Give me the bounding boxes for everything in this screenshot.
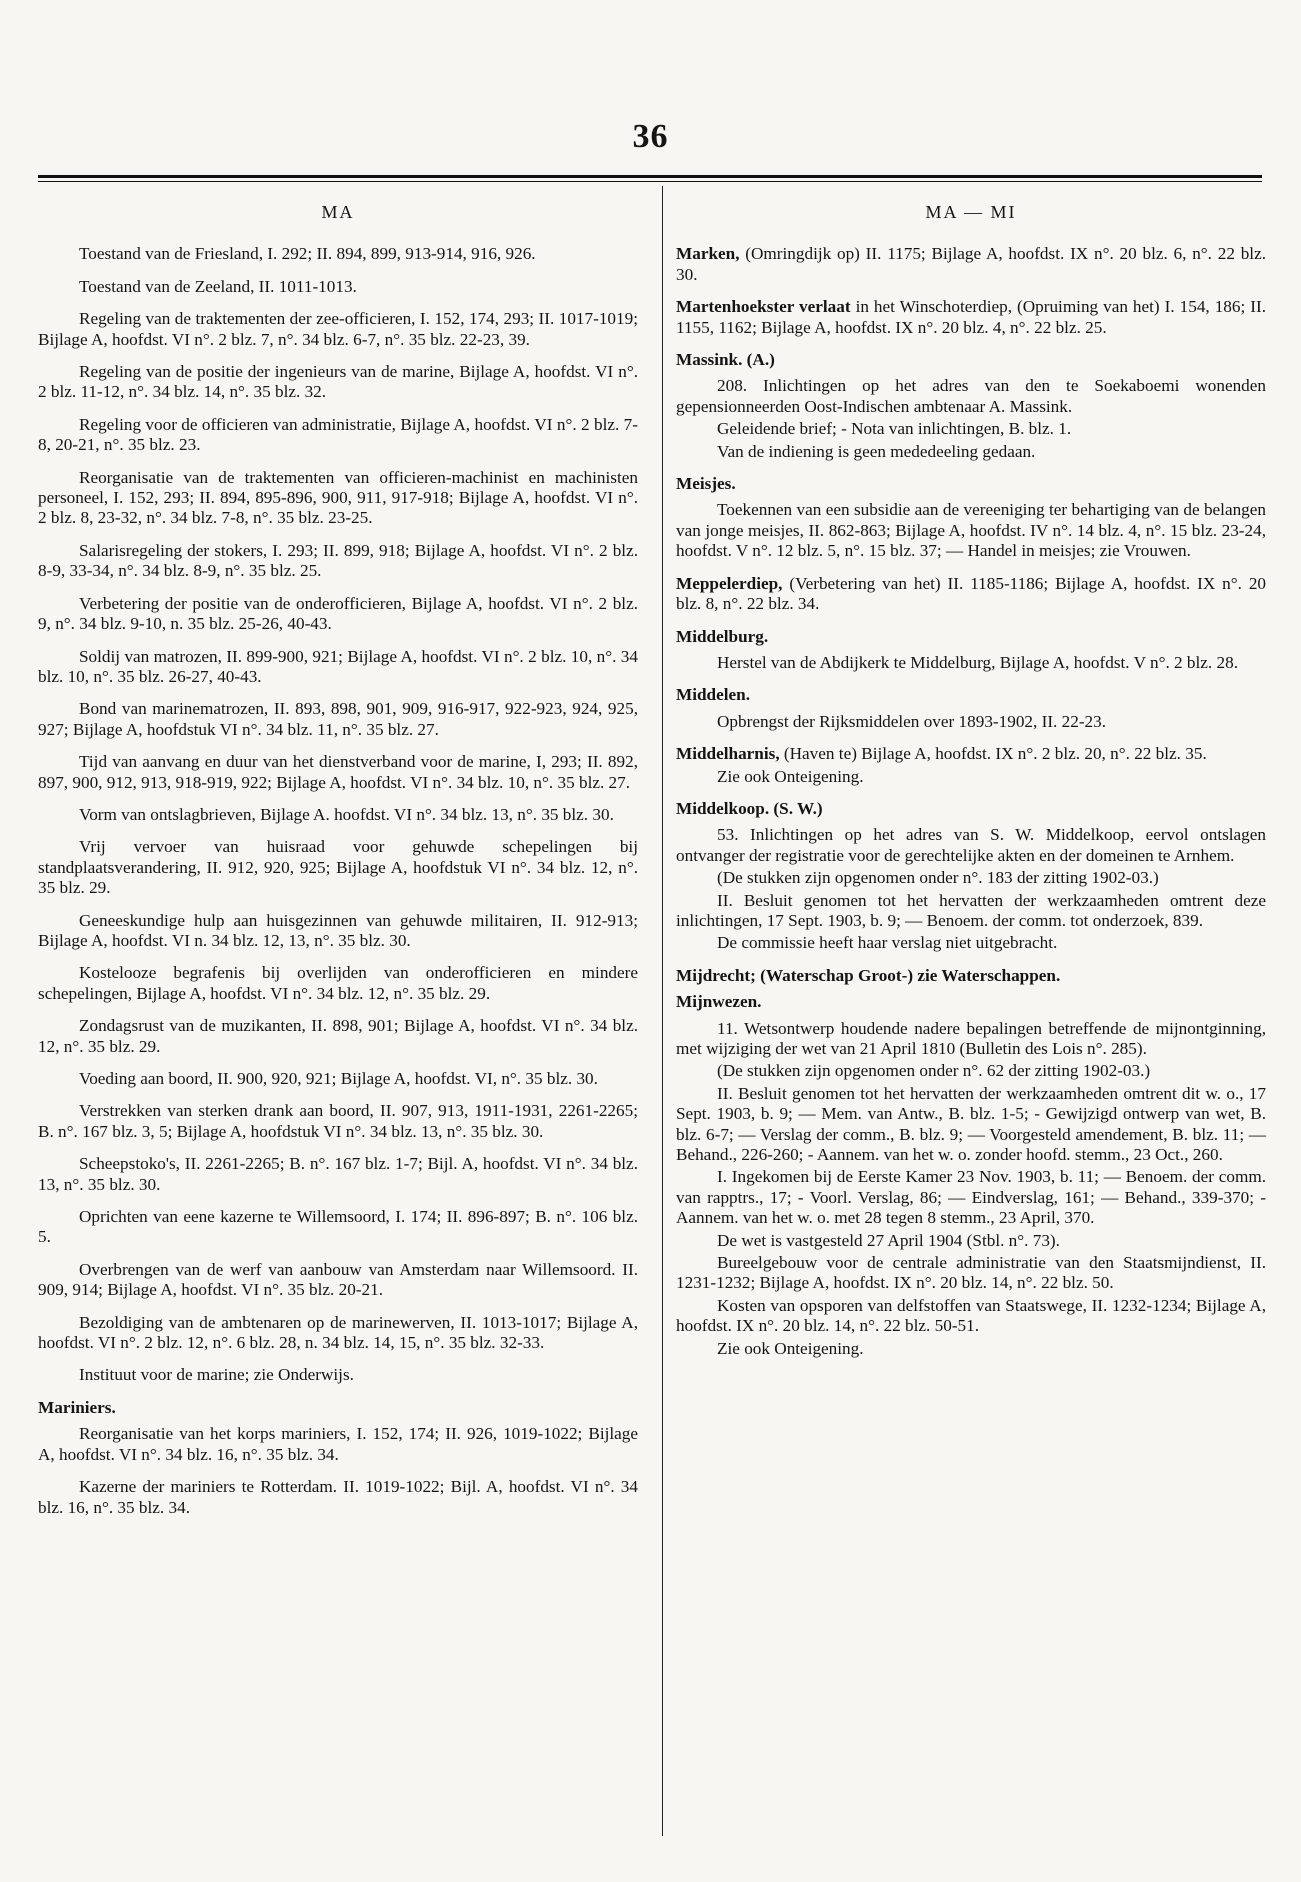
- mijnwezen-heading: Mijnwezen.: [676, 992, 762, 1012]
- entry-meppelerdiep: [676, 574, 1266, 615]
- entry-heading: Marken,: [676, 244, 740, 264]
- index-entry: Verstrekken van sterken drank aan boord, II. 907, 913, 1911-1931, 2261-2265; B. n°. 167 blz. 3, 5; Bijlage A, hoofdstuk VI n°. 34 blz. 13, n°. 35 blz. 30.: [38, 1101, 638, 1141]
- mijnwezen-para: Kosten van opsporen van delfstoffen van Staatswege, II. 1232-1234; Bijlage A, hoofdst. IX n°. 20 blz. 14, n°. 22 blz. 50-51.: [676, 1295, 1266, 1336]
- index-entry: Salarisregeling der stokers, I. 293; II. 899, 918; Bijlage A, hoofdst. VI n°. 2 blz. 8-9, 33-34, n°. 34 blz. 8-9, n°. 35 blz. 25.: [38, 540, 638, 581]
- middelkoop-para: De commissie heeft haar verslag niet uitgebracht.: [717, 933, 1058, 953]
- middelen-text: Opbrengst der Rijksmiddelen over 1893-1902, II. 22-23.: [717, 711, 1107, 731]
- mijnwezen-para: Bureelgebouw voor de centrale administratie van den Staatsmijndienst, II. 1231-1232; Bijlage A, hoofdst. IX n°. 20 blz. 14, n°. 22 blz. 50.: [676, 1253, 1266, 1293]
- entry-marken: [676, 244, 1266, 285]
- column-divider: [662, 186, 663, 1836]
- massink-para: 208. Inlichtingen op het adres van den te Soekaboemi wonenden gepensionneerden Oost-Indischen ambtenaar A. Massink.: [676, 376, 1266, 416]
- index-entry: Tijd van aanvang en duur van het dienstverband voor de marine, I, 293; II. 892, 897, 900, 912, 913, 918-919, 922; Bijlage A, hoofdst. VI n°. 34 blz. 10, n°. 35 blz. 27.: [38, 752, 638, 792]
- massink-para: Geleidende brief; - Nota van inlichtingen, B. blz. 1.: [717, 419, 1072, 439]
- entry-heading: Martenhoekster verlaat: [676, 297, 851, 317]
- entry-middelharnis: [676, 744, 1266, 764]
- middelharnis-see: Zie ook Onteigening.: [717, 766, 864, 786]
- massink-para: Van de indiening is geen mededeeling gedaan.: [717, 441, 1036, 461]
- index-entry: Verbetering der positie van de onderofficieren, Bijlage A, hoofdst. VI n°. 2 blz. 9, n°. 34 blz. 9-10, n. 35 blz. 25-26, 40-43.: [38, 593, 638, 634]
- mijnwezen-para: Zie ook Onteigening.: [717, 1338, 864, 1358]
- index-entry: Geneeskundige hulp aan huisgezinnen van gehuwde militairen, II. 912-913; Bijlage A, hoofdst. VI n. 34 blz. 12, 13, n°. 35 blz. 30.: [38, 910, 638, 950]
- middelkoop-heading: Middelkoop. (S. W.): [676, 798, 823, 818]
- mijnwezen-para: De wet is vastgesteld 27 April 1904 (Stbl. n°. 73).: [717, 1230, 1060, 1250]
- index-entry: Regeling voor de officieren van administratie, Bijlage A, hoofdst. VI n°. 2 blz. 7-8, 20-21, n°. 35 blz. 23.: [38, 414, 638, 455]
- index-entry: Toestand van de Zeeland, II. 1011-1013.: [79, 276, 357, 296]
- index-entry: Bond van marinematrozen, II. 893, 898, 901, 909, 916-917, 922-923, 924, 925, 927; Bijlage A, hoofdstuk VI n°. 34 blz. 11, n°. 35 blz. 27.: [38, 699, 638, 739]
- index-entry: Reorganisatie van het korps mariniers, I. 152, 174; II. 926, 1019-1022; Bijlage A, hoofdst. VI n°. 34 blz. 16, n°. 35 blz. 34.: [38, 1424, 638, 1464]
- entry-text: in het Winschoterdiep, (Opruiming van het) I. 154, 186; II. 1155, 1162; Bijlage A, hoofdst. IX n°. 20 blz. 4, n°. 22 blz. 25.: [676, 297, 1266, 337]
- right-column-header: MA — MI: [925, 202, 1017, 222]
- index-entry: Vorm van ontslagbrieven, Bijlage A. hoofdst. VI n°. 34 blz. 13, n°. 35 blz. 30.: [79, 804, 614, 824]
- index-entry: Vrij vervoer van huisraad voor gehuwde schepelingen bij standplaatsverandering, II. 912, 920, 925; Bijlage A, hoofdstuk VI n°. 34 blz. 12, n°. 35 blz. 29.: [38, 837, 638, 898]
- meisjes-text: Toekennen van een subsidie aan de vereeniging ter behartiging van de belangen van jonge meisjes, II. 862-863; Bijlage A, hoofdst. IV n°. 14 blz. 4, n°. 15 blz. 23-24, hoofdst. V n°. 12 blz. 5, n°. 15 blz. 37; — Handel in meisjes; zie Vrouwen.: [676, 500, 1266, 561]
- mijnwezen-para: II. Besluit genomen tot het hervatten der werkzaamheden omtrent dit w. o., 17 Sept. 1903, b. 9; — Mem. van Antw., B. blz. 1-5; - Gewijzigd ontwerp van wet, B. blz. 6-7; — Verslag der comm., B. blz. 9; — Voorgesteld amendement, B. blz. 11; — Behand., 226-260; - Aannem. van het w. o. zonder hoofd. stemm., 23 Oct., 260.: [676, 1083, 1266, 1165]
- left-column-header: MA: [321, 202, 355, 222]
- entry-heading: Meppelerdiep,: [676, 573, 783, 593]
- index-entry: Instituut voor de marine; zie Onderwijs.: [79, 1365, 354, 1385]
- index-entry: Regeling van de traktementen der zee-officieren, I. 152, 174, 293; II. 1017-1019; Bijlage A, hoofdst. VI n°. 2 blz. 7, n°. 34 blz. 6-7, n°. 35 blz. 22-23, 39.: [38, 309, 638, 349]
- massink-heading: Massink. (A.): [676, 350, 775, 370]
- middelkoop-para: II. Besluit genomen tot het hervatten der werkzaamheden omtrent deze inlichtingen, 17 Sept. 1903, b. 9; — Benoem. der comm. tot onderzoek, 839.: [676, 890, 1266, 930]
- left-column: [38, 202, 638, 1530]
- right-column: [676, 202, 1266, 1361]
- index-entry: Kostelooze begrafenis bij overlijden van onderofficieren en mindere schepelingen, Bijlage A, hoofdst. VI n°. 34 blz. 12, n°. 35 blz. 29.: [38, 963, 638, 1003]
- header-rule-thin: [38, 181, 1262, 182]
- index-entry: Reorganisatie van de traktementen van officieren-machinist en machinisten personeel, I. 152, 293; II. 894, 895-896, 900, 911, 917-918; Bijlage A, hoofdst. VI n°. 2 blz. 8, 23-32, n°. 34 blz. 7-8, n°. 35 blz. 23-25.: [38, 467, 638, 528]
- index-entry: Toestand van de Friesland, I. 292; II. 894, 899, 913-914, 916, 926.: [79, 244, 536, 264]
- middelkoop-para: (De stukken zijn opgenomen onder n°. 183 der zitting 1902-03.): [717, 868, 1159, 888]
- index-entry: Overbrengen van de werf van aanbouw van Amsterdam naar Willemsoord. II. 909, 914; Bijlage A, hoofdst. VI n°. 35 blz. 20-21.: [38, 1259, 638, 1300]
- mijnwezen-para: I. Ingekomen bij de Eerste Kamer 23 Nov. 1903, b. 11; — Benoem. der comm. van rapptrs., 17; - Voorl. Verslag, 86; — Eindverslag, 161; — Behand., 339-370; - Aannem. van het w. o. met 28 tegen 8 stemm., 23 April, 370.: [676, 1167, 1266, 1228]
- entry-text: (Verbetering van het) II. 1185-1186; Bijlage A, hoofdst. IX n°. 20 blz. 8, n°. 22 blz. 34.: [676, 573, 1267, 614]
- entry-martenhoekster: [676, 297, 1266, 338]
- middelburg-heading: Middelburg.: [676, 626, 769, 646]
- meisjes-heading: Meisjes.: [676, 474, 736, 494]
- index-entry: Bezoldiging van de ambtenaren op de marinewerven, II. 1013-1017; Bijlage A, hoofdst. VI n°. 2 blz. 12, n°. 6 blz. 28, n. 34 blz. 14, 15, n°. 35 blz. 32-33.: [38, 1312, 638, 1353]
- mariniers-heading: Mariniers.: [38, 1397, 116, 1417]
- index-entry: Regeling van de positie der ingenieurs van de marine, Bijlage A, hoofdst. VI n°. 2 blz. 11-12, n°. 34 blz. 14, n°. 35 blz. 32.: [38, 362, 638, 402]
- page-number: 36: [632, 118, 669, 155]
- index-entry: Scheepstoko's, II. 2261-2265; B. n°. 167 blz. 1-7; Bijl. A, hoofdst. VI n°. 34 blz. 13, n°. 35 blz. 30.: [38, 1154, 638, 1194]
- left-entries: [38, 244, 638, 1385]
- index-entry: Kazerne der mariniers te Rotterdam. II. 1019-1022; Bijl. A, hoofdst. VI n°. 34 blz. 16, n°. 35 blz. 34.: [38, 1477, 638, 1517]
- middelkoop-para: 53. Inlichtingen op het adres van S. W. Middelkoop, eervol ontslagen ontvanger der registratie voor de gerechtelijke akten en der domeinen te Arnhem.: [676, 825, 1266, 865]
- mariniers-entries: [38, 1424, 638, 1518]
- index-entry: Oprichten van eene kazerne te Willemsoord, I. 174; II. 896-897; B. n°. 106 blz. 5.: [38, 1207, 638, 1247]
- index-entry: Voeding aan boord, II. 900, 920, 921; Bijlage A, hoofdst. VI, n°. 35 blz. 30.: [79, 1069, 598, 1088]
- header-rule: [38, 175, 1262, 178]
- middelburg-text: Herstel van de Abdijkerk te Middelburg, Bijlage A, hoofdst. V n°. 2 blz. 28.: [717, 652, 1239, 672]
- entry-heading: Middelharnis,: [676, 744, 780, 764]
- mijnwezen-para: 11. Wetsontwerp houdende nadere bepalingen betreffende de mijnontginning, met wijziging der wet van 21 April 1810 (Bulletin des Lois n°. 285).: [676, 1018, 1266, 1058]
- entry-text: (Haven te) Bijlage A, hoofdst. IX n°. 2 blz. 20, n°. 22 blz. 35.: [783, 744, 1207, 764]
- index-entry: Soldij van matrozen, II. 899-900, 921; Bijlage A, hoofdst. VI n°. 2 blz. 10, n°. 34 blz. 10, n°. 35 blz. 26-27, 40-43.: [38, 646, 638, 686]
- mijnwezen-para: (De stukken zijn opgenomen onder n°. 62 der zitting 1902-03.): [717, 1061, 1151, 1081]
- mijdrecht-entry: Mijdrecht; (Waterschap Groot-) zie Waterschappen.: [676, 965, 1061, 985]
- entry-text: (Omringdijk op) II. 1175; Bijlage A, hoofdst. IX n°. 20 blz. 6, n°. 22 blz. 30.: [676, 244, 1267, 284]
- index-entry: Zondagsrust van de muzikanten, II. 898, 901; Bijlage A, hoofdst. VI n°. 34 blz. 12, n°. 35 blz. 29.: [38, 1016, 638, 1056]
- middelen-heading: Middelen.: [676, 685, 751, 705]
